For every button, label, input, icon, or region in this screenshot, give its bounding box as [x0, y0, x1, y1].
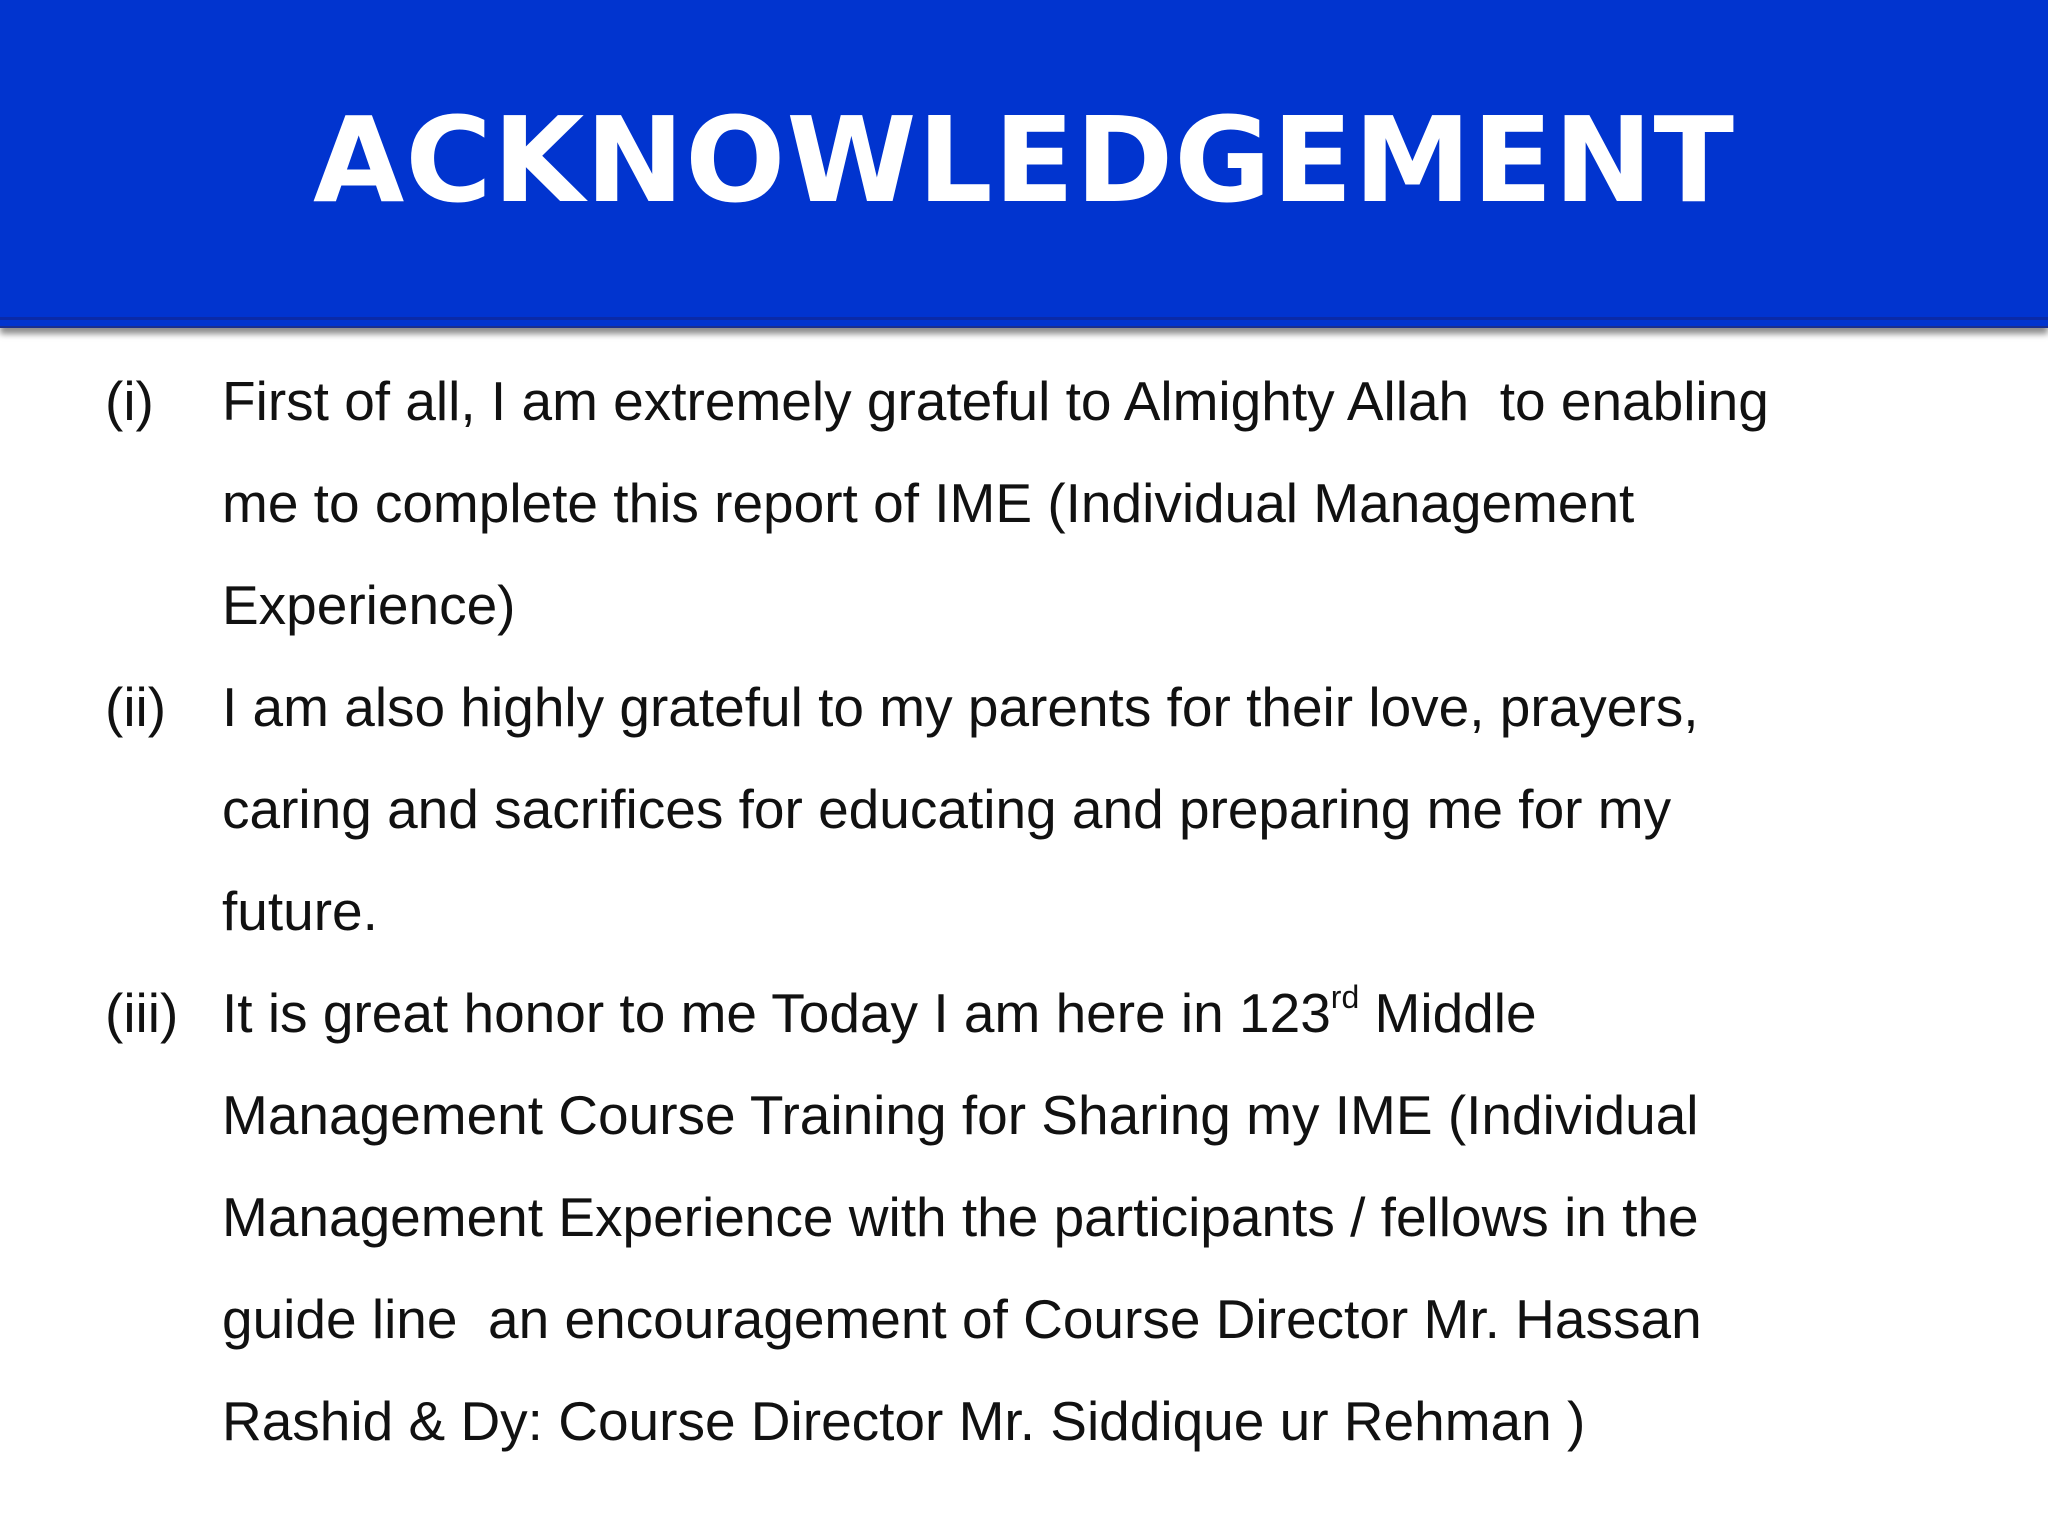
slide-title: ACKNOWLEDGEMENT: [312, 91, 1736, 229]
text-line: Experience): [222, 574, 516, 636]
list-item-text: [222, 350, 1882, 656]
text-line: future.: [222, 880, 378, 942]
list-item: [0, 350, 2048, 656]
text-segment: It is great honor to me Today I am here in 123: [222, 982, 1331, 1044]
text-line: caring and sacrifices for educating and preparing me for my: [222, 778, 1672, 840]
list-item-text: [222, 962, 1882, 1472]
text-line: Management Experience with the participants / fellows in the: [222, 1186, 1699, 1248]
list-item: [0, 656, 2048, 962]
text-line: [222, 962, 1882, 1064]
acknowledgement-list: [0, 350, 2048, 1472]
text-line: Rashid & Dy: Course Director Mr. Siddique ur Rehman ): [222, 1390, 1586, 1452]
text-line: First of all, I am extremely grateful to Almighty Allah to enabling: [222, 370, 1769, 432]
list-item-marker: (iii): [105, 982, 179, 1044]
title-banner: [0, 0, 2048, 328]
list-item: [0, 962, 2048, 1472]
text-line: me to complete this report of IME (Individual Management: [222, 472, 1635, 534]
text-segment: Middle: [1359, 982, 1537, 1044]
list-item-marker: (i): [105, 370, 154, 432]
text-line: I am also highly grateful to my parents for their love, prayers,: [222, 676, 1699, 738]
list-item-marker: (ii): [105, 676, 167, 738]
list-item-text: [222, 656, 1882, 962]
text-line: guide line an encouragement of Course Director Mr. Hassan: [222, 1288, 1702, 1350]
text-line: Management Course Training for Sharing my IME (Individual: [222, 1084, 1699, 1146]
ordinal-superscript: rd: [1330, 979, 1360, 1015]
